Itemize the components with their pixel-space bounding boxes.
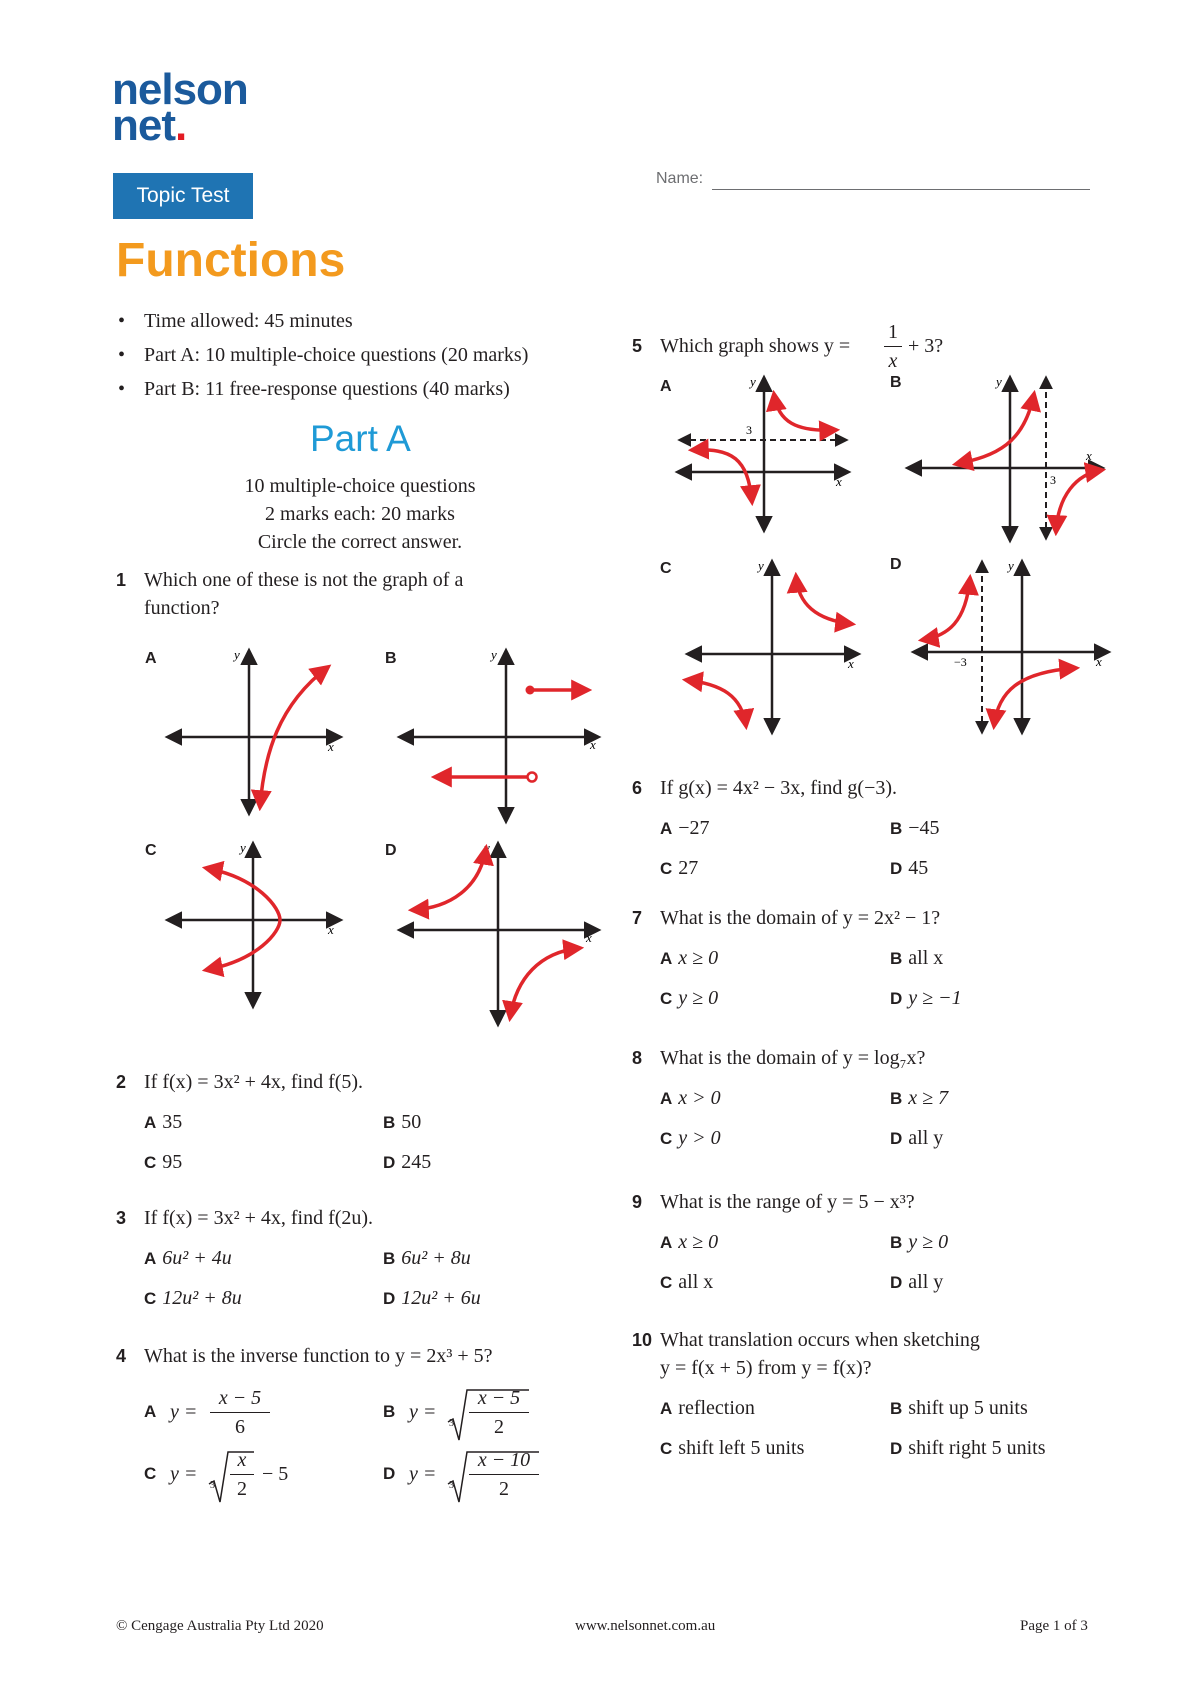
y-label: y: [491, 647, 497, 662]
option-text: 35: [162, 1111, 183, 1133]
option-text: 12u² + 6u: [401, 1287, 481, 1309]
q10-option-d[interactable]: D shift right 5 units: [890, 1437, 1046, 1459]
option-lhs: y =: [409, 1463, 437, 1485]
numerator: x − 10: [469, 1446, 539, 1475]
curve-left: [956, 394, 1034, 464]
option-text: all x: [908, 947, 944, 969]
option-text: 245: [401, 1151, 432, 1173]
question-10-text-line1: What translation occurs when sketching: [660, 1329, 980, 1351]
question-4-text: What is the inverse function to y = 2x³ + 5?: [144, 1345, 493, 1367]
question-2: [116, 1068, 363, 1096]
q5-graph-label-d: D: [890, 556, 902, 573]
option-text: −27: [678, 817, 710, 839]
question-3: [116, 1204, 373, 1232]
tick-3: 3: [1050, 473, 1056, 487]
question-number: 3: [116, 1208, 127, 1228]
question-number: 8: [632, 1048, 643, 1068]
q6-option-a[interactable]: A −27: [660, 817, 710, 839]
question-5-text-after: + 3?: [908, 335, 944, 357]
option-text: shift up 5 units: [908, 1397, 1028, 1419]
option-text: 95: [162, 1151, 183, 1173]
q2-option-d[interactable]: D 245: [383, 1151, 432, 1173]
q6-option-d[interactable]: D 45: [890, 857, 929, 879]
x-label: x: [586, 930, 592, 945]
footer-website-link[interactable]: www.nelsonnet.com.au: [575, 1618, 716, 1634]
question-1-text-line2: function?: [144, 597, 220, 619]
x-label: x: [328, 739, 334, 754]
q7-option-c[interactable]: C y ≥ 0: [660, 987, 719, 1009]
x-label: x: [328, 922, 334, 937]
y-label: y: [1008, 558, 1014, 573]
q7-option-d[interactable]: D y ≥ −1: [890, 987, 962, 1009]
question-1-text-line1: Which one of these is not the graph of a: [144, 569, 464, 591]
fraction: [469, 1446, 539, 1503]
numerator: 1: [884, 318, 902, 347]
question-number: 5: [632, 336, 643, 356]
curve-upper: [774, 394, 836, 430]
curve-right: [510, 948, 580, 1018]
y-label: y: [750, 374, 756, 389]
q7-option-b[interactable]: B all x: [890, 947, 944, 969]
q2-option-b[interactable]: B 50: [383, 1111, 422, 1133]
denominator: 6: [235, 1416, 245, 1438]
question-9: [632, 1188, 915, 1216]
tick-neg-3: −3: [954, 655, 967, 669]
q9-option-b[interactable]: B y ≥ 0: [890, 1231, 949, 1253]
q1-graph-c[interactable]: [168, 838, 348, 1008]
option-text: 6u² + 4u: [162, 1247, 232, 1269]
option-tail: − 5: [262, 1463, 289, 1485]
q3-option-a[interactable]: A 6u² + 4u: [144, 1247, 232, 1269]
numerator: x − 5: [210, 1384, 270, 1413]
option-text: 50: [401, 1111, 422, 1133]
question-number: 1: [116, 570, 127, 590]
q3-option-b[interactable]: B 6u² + 8u: [383, 1247, 471, 1269]
question-1: [116, 566, 463, 622]
denominator: 2: [494, 1416, 504, 1438]
q8-option-b[interactable]: B x ≥ 7: [890, 1087, 949, 1109]
q7-option-a[interactable]: A x ≥ 0: [660, 947, 719, 969]
fraction: [884, 318, 902, 375]
q5-graph-label-b: B: [890, 374, 902, 391]
bullet-part-a: • Part A: 10 multiple-choice questions (20 marks): [118, 338, 528, 372]
fraction: [210, 1384, 270, 1441]
option-text: shift left 5 units: [678, 1437, 805, 1459]
part-a-line2: 2 marks each: 20 marks: [265, 503, 455, 525]
curve-left: [412, 848, 486, 910]
option-lhs: y =: [409, 1401, 437, 1423]
q1-graph-label-a: A: [145, 650, 157, 667]
q1-graph-label-c: C: [145, 842, 157, 859]
option-text: x ≥ 0: [678, 947, 719, 969]
option-text: all y: [908, 1271, 944, 1293]
q5-graph-c[interactable]: [686, 556, 866, 736]
option-text: y ≥ −1: [908, 987, 962, 1009]
option-text: all x: [678, 1271, 714, 1293]
part-a-heading: Part A: [310, 418, 411, 459]
option-text: all y: [908, 1127, 944, 1149]
logo-dot: .: [175, 101, 187, 150]
option-text: 6u² + 8u: [401, 1247, 471, 1269]
q8-option-d[interactable]: D all y: [890, 1127, 944, 1149]
question-number: 10: [632, 1330, 653, 1350]
option-text: x ≥ 7: [908, 1087, 949, 1109]
y-label: y: [234, 647, 240, 662]
y-label: y: [240, 840, 246, 855]
fraction: [230, 1446, 254, 1503]
denominator: x: [888, 350, 898, 372]
q2-option-a[interactable]: A 35: [144, 1111, 183, 1133]
question-2-text: If f(x) = 3x² + 4x, find f(5).: [144, 1071, 364, 1093]
option-text: y ≥ 0: [678, 987, 719, 1009]
q6-option-c[interactable]: C 27: [660, 857, 699, 879]
option-text: shift right 5 units: [908, 1437, 1046, 1459]
q8-option-c[interactable]: C y > 0: [660, 1127, 721, 1149]
question-3-text: If f(x) = 3x² + 4x, find f(2u).: [144, 1207, 374, 1229]
curve-lower: [686, 680, 746, 726]
x-label: x: [836, 474, 842, 489]
curve-lower: [692, 450, 752, 502]
numerator: x: [230, 1446, 254, 1475]
curve-left: [922, 578, 970, 640]
x-label: x: [1086, 448, 1092, 463]
footer-copyright: © Cengage Australia Pty Ltd 2020: [116, 1618, 324, 1634]
option-text: −45: [908, 817, 940, 839]
question-number: 2: [116, 1072, 127, 1092]
q1-graph-label-b: B: [385, 650, 397, 667]
question-6-text: If g(x) = 4x² − 3x, find g(−3).: [660, 777, 898, 799]
cube-root-index: 3: [449, 1480, 454, 1491]
x-label: x: [848, 656, 854, 671]
q9-option-c[interactable]: C all x: [660, 1271, 714, 1293]
question-number: 6: [632, 778, 643, 798]
option-text: 45: [908, 857, 929, 879]
q2-option-c[interactable]: C 95: [144, 1151, 183, 1173]
closed-point: [526, 686, 535, 695]
y-label: y: [996, 374, 1002, 389]
denominator: 2: [499, 1478, 509, 1500]
q1-graph-a[interactable]: [168, 645, 348, 815]
part-a-instructions: [200, 472, 520, 556]
question-number: 4: [116, 1346, 127, 1366]
question-8: [632, 1044, 925, 1072]
cube-root-index: 3: [449, 1418, 454, 1429]
page-title: Functions: [116, 234, 346, 287]
option-lhs: y =: [170, 1463, 198, 1485]
curve-right: [1056, 470, 1102, 532]
y-label: y: [484, 840, 490, 855]
part-a-line3: Circle the correct answer.: [257, 531, 463, 553]
question-10-text-line2: y = f(x + 5) from y = f(x)?: [660, 1357, 872, 1379]
q5-graph-a[interactable]: [676, 372, 856, 532]
q6-option-b[interactable]: B −45: [890, 817, 940, 839]
y-label: y: [758, 558, 764, 573]
question-number: 9: [632, 1192, 643, 1212]
question-number: 7: [632, 908, 643, 928]
test-info-list: [118, 304, 528, 406]
logo-line1: nelson: [112, 65, 248, 114]
q9-option-a[interactable]: A x ≥ 0: [660, 1231, 719, 1253]
option-text: 12u² + 8u: [162, 1287, 242, 1309]
topic-test-badge: Topic Test: [113, 173, 253, 219]
q9-option-d[interactable]: D all y: [890, 1271, 944, 1293]
q5-graph-label-c: C: [660, 560, 672, 577]
question-6: [632, 774, 897, 802]
option-text: y > 0: [678, 1127, 721, 1149]
x-label: x: [1096, 654, 1102, 669]
option-text: x > 0: [678, 1087, 721, 1109]
logo-line2: net: [112, 101, 175, 150]
footer-page-number: Page 1 of 3: [1020, 1618, 1088, 1634]
option-text: reflection: [678, 1397, 755, 1419]
question-5-text: Which graph shows y =: [660, 335, 851, 357]
q1-graph-d[interactable]: [400, 838, 600, 1028]
open-point: [528, 773, 537, 782]
q10-option-b[interactable]: B shift up 5 units: [890, 1397, 1028, 1419]
name-label: Name:: [656, 170, 704, 187]
curve-right: [994, 668, 1076, 726]
nelsonnet-logo: [112, 65, 248, 150]
option-text: x ≥ 0: [678, 1231, 719, 1253]
q10-option-a[interactable]: A reflection: [660, 1397, 755, 1419]
question-9-text: What is the range of y = 5 − x³?: [660, 1191, 915, 1213]
q1-graph-label-d: D: [385, 842, 397, 859]
x-label: x: [590, 737, 596, 752]
bullet-part-b: • Part B: 11 free-response questions (40 marks): [118, 372, 528, 406]
q3-option-c[interactable]: C 12u² + 8u: [144, 1287, 242, 1309]
curve-upper: [796, 576, 852, 624]
option-lhs: y =: [170, 1401, 198, 1423]
tick-3: 3: [746, 423, 752, 437]
numerator: x − 5: [469, 1384, 529, 1413]
denominator: 2: [237, 1478, 247, 1500]
part-a-line1: 10 multiple-choice questions: [244, 475, 476, 497]
q5-graph-b[interactable]: [906, 372, 1106, 542]
q5-graph-label-a: A: [660, 378, 672, 395]
name-field-line[interactable]: [712, 189, 1090, 190]
q3-option-d[interactable]: D 12u² + 6u: [383, 1287, 481, 1309]
q10-option-c[interactable]: C shift left 5 units: [660, 1437, 805, 1459]
option-text: 27: [678, 857, 699, 879]
q8-option-a[interactable]: A x > 0: [660, 1087, 721, 1109]
q1-graph-b[interactable]: [400, 645, 600, 825]
question-7: [632, 904, 940, 932]
question-8-text: What is the domain of y = log₇x?: [660, 1047, 926, 1069]
q5-graph-d[interactable]: [912, 556, 1112, 736]
question-10: [632, 1326, 980, 1382]
fraction: [469, 1384, 529, 1441]
option-text: y ≥ 0: [908, 1231, 949, 1253]
question-4: [116, 1342, 492, 1370]
question-7-text: What is the domain of y = 2x² − 1?: [660, 907, 941, 929]
cube-root-index: 3: [210, 1480, 215, 1491]
bullet-time: • Time allowed: 45 minutes: [118, 304, 528, 338]
